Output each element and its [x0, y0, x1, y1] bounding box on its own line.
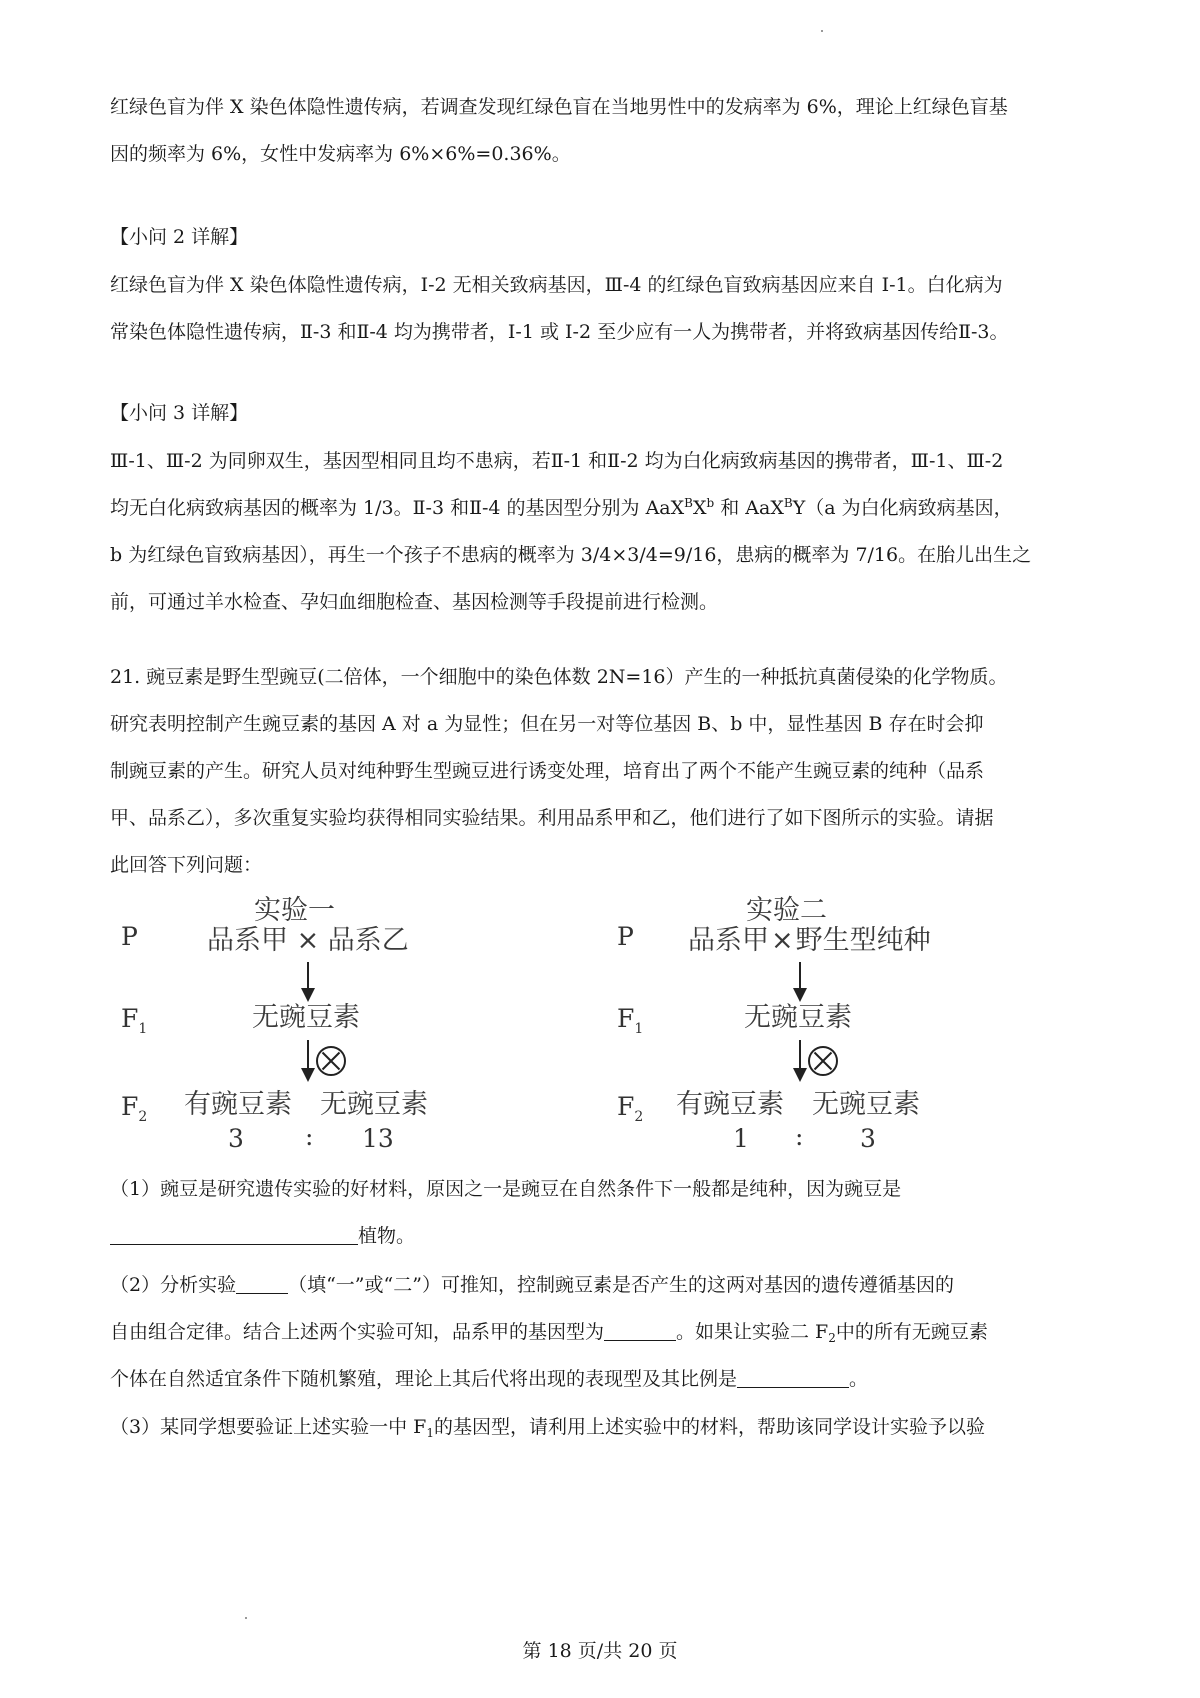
answer-blank[interactable] — [110, 1222, 358, 1245]
subscript: 2 — [828, 1331, 836, 1345]
parent-cross: 品系甲 × 品系乙 — [207, 925, 409, 956]
text-line — [110, 1404, 1100, 1451]
generation-letter: F — [617, 1004, 635, 1033]
superscript: B — [783, 496, 793, 510]
text-line: 研究表明控制产生豌豆素的基因 A 对 a 为显性；但在另一对等位基因 B、b 中，显性基因 B 存在时会抑 — [110, 713, 984, 735]
ratio-separator: : — [305, 1122, 314, 1151]
ratio-value: 3 — [860, 1124, 876, 1153]
text-span: （3）某同学想要验证上述实验一中 F — [110, 1416, 427, 1438]
parent-strain: 野生型纯种 — [795, 925, 931, 956]
question-21-stem — [110, 654, 1100, 889]
parent-generation-label: P — [121, 922, 138, 951]
paragraph-q2-explanation — [110, 262, 1100, 356]
page-footer: 第 18 页/共 20 页 — [522, 1640, 678, 1662]
self-cross-icon — [808, 1046, 838, 1076]
text-span: 。 — [849, 1368, 869, 1390]
text-line: Ⅲ-1、Ⅲ-2 为同卵双生，基因型相同且均不患病，若Ⅱ-1 和Ⅱ-2 均为白化病致病基因的携带者，Ⅲ-1、Ⅲ-2 — [110, 450, 1004, 472]
experiment-2-title: 实验二 — [746, 895, 827, 926]
text-line — [110, 1356, 1100, 1403]
text-line: 此回答下列问题： — [110, 854, 263, 876]
text-line: 甲、品系乙），多次重复实验均获得相同实验结果。利用品系甲和乙，他们进行了如下图所示的实验。请据 — [110, 807, 994, 829]
f2-generation-label — [121, 1092, 148, 1125]
parent-strain: 品系甲 — [688, 925, 769, 956]
ratio-value: 13 — [362, 1124, 394, 1153]
text-span: 和 AaX — [720, 497, 784, 519]
text-span: 。如果让实验二 F — [676, 1321, 829, 1343]
text-line: 21. 豌豆素是野生型豌豆(二倍体，一个细胞中的染色体数 2N=16）产生的一种抵抗真菌侵染的化学物质。 — [110, 666, 1008, 688]
subquestion-2-heading: 【小问 2 详解】 — [110, 226, 249, 248]
f2-phenotype-without: 无豌豆素 — [320, 1089, 428, 1120]
text-line: 制豌豆素的产生。研究人员对纯种野生型豌豆进行诱变处理，培育出了两个不能产生豌豆素的纯种（品系 — [110, 760, 985, 782]
text-line: b 为红绿色盲致病基因），再生一个孩子不患病的概率为 3/4×3/4=9/16，患病的概率为 7/16。在胎儿出生之 — [110, 544, 1032, 566]
generation-letter: F — [121, 1004, 139, 1033]
text-line: （1）豌豆是研究遗传实验的好材料，原因之一是豌豆在自然条件下一般都是纯种，因为豌豆是 — [110, 1178, 902, 1200]
answer-blank[interactable] — [236, 1271, 288, 1294]
ratio-value: 3 — [228, 1124, 244, 1153]
superscript: b — [706, 496, 715, 510]
text-line: 常染色体隐性遗传病，Ⅱ-3 和Ⅱ-4 均为携带者，I-1 或 I-2 至少应有一人为携带者，并将致病基因传给Ⅱ-3。 — [110, 321, 1009, 343]
f1-phenotype: 无豌豆素 — [252, 1002, 360, 1033]
generation-subscript: 1 — [138, 1021, 148, 1037]
parent-cross — [688, 918, 931, 957]
text-span: 均无白化病致病基因的概率为 1/3。Ⅱ-3 和Ⅱ-4 的基因型分别为 AaX — [110, 497, 685, 519]
down-arrow-icon — [307, 1040, 309, 1080]
parent-generation-label: P — [617, 922, 634, 951]
text-span: 个体在自然适宜条件下随机繁殖，理论上其后代将出现的表现型及其比例是 — [110, 1368, 738, 1390]
text-line: 因的频率为 6%，女性中发病率为 6%×6%=0.36%。 — [110, 143, 571, 165]
cross-symbol: × — [771, 925, 794, 956]
text-span: 自由组合定律。结合上述两个实验可知，品系甲的基因型为 — [110, 1321, 605, 1343]
text-line — [110, 1213, 1100, 1260]
text-span: 的基因型，请利用上述实验中的材料，帮助该同学设计实验予以验 — [433, 1416, 985, 1438]
subscript: 1 — [426, 1426, 434, 1440]
generation-letter: F — [617, 1092, 635, 1121]
f2-generation-label — [617, 1092, 644, 1125]
text-span: X — [693, 497, 707, 519]
generation-subscript: 1 — [634, 1021, 644, 1037]
ratio-separator: : — [795, 1122, 804, 1151]
answer-blank[interactable] — [604, 1318, 676, 1341]
f2-phenotype-with: 有豌豆素 — [676, 1089, 784, 1120]
generation-letter: F — [121, 1092, 139, 1121]
text-line-genotypes — [110, 485, 1100, 532]
self-cross-icon — [316, 1046, 346, 1076]
scan-speck — [821, 30, 823, 32]
text-line — [110, 1262, 1100, 1309]
subquestion-3-heading: 【小问 3 详解】 — [110, 402, 249, 424]
scan-speck — [245, 1617, 247, 1619]
paragraph-q1-explanation — [110, 84, 1100, 178]
text-span: Y（a 为白化病致病基因， — [792, 497, 1013, 519]
text-span: （2）分析实验 — [110, 1274, 237, 1296]
text-line: 红绿色盲为伴 X 染色体隐性遗传病，若调查发现红绿色盲在当地男性中的发病率为 6%，理论上红绿色盲基 — [110, 96, 1008, 118]
paragraph-q3-explanation — [110, 438, 1100, 626]
text-span: 中的所有无豌豆素 — [835, 1321, 988, 1343]
f2-phenotype-without: 无豌豆素 — [812, 1089, 920, 1120]
text-span: （填“一”或“二”）可推知，控制豌豆素是否产生的这两对基因的遗传遵循基因的 — [288, 1274, 954, 1296]
text-line: 红绿色盲为伴 X 染色体隐性遗传病，I-2 无相关致病基因，Ⅲ-4 的红绿色盲致病基因应来自 I-1。白化病为 — [110, 274, 1003, 296]
f1-generation-label — [617, 1004, 644, 1037]
text-line — [110, 1309, 1100, 1356]
down-arrow-icon — [799, 1040, 801, 1080]
f1-generation-label — [121, 1004, 148, 1037]
answer-blank[interactable] — [737, 1365, 849, 1388]
subquestion-1 — [110, 1166, 1100, 1260]
f2-phenotype-with: 有豌豆素 — [184, 1089, 292, 1120]
subquestion-2 — [110, 1262, 1100, 1403]
ratio-value: 1 — [733, 1124, 749, 1153]
experiment-1-title: 实验一 — [254, 895, 335, 926]
text-span: 植物。 — [358, 1225, 416, 1247]
subquestion-3 — [110, 1404, 1100, 1451]
superscript: B — [684, 496, 693, 510]
generation-subscript: 2 — [138, 1109, 148, 1125]
generation-subscript: 2 — [634, 1109, 644, 1125]
text-line: 前，可通过羊水检查、孕妇血细胞检查、基因检测等手段提前进行检测。 — [110, 591, 719, 613]
f1-phenotype: 无豌豆素 — [744, 1002, 852, 1033]
